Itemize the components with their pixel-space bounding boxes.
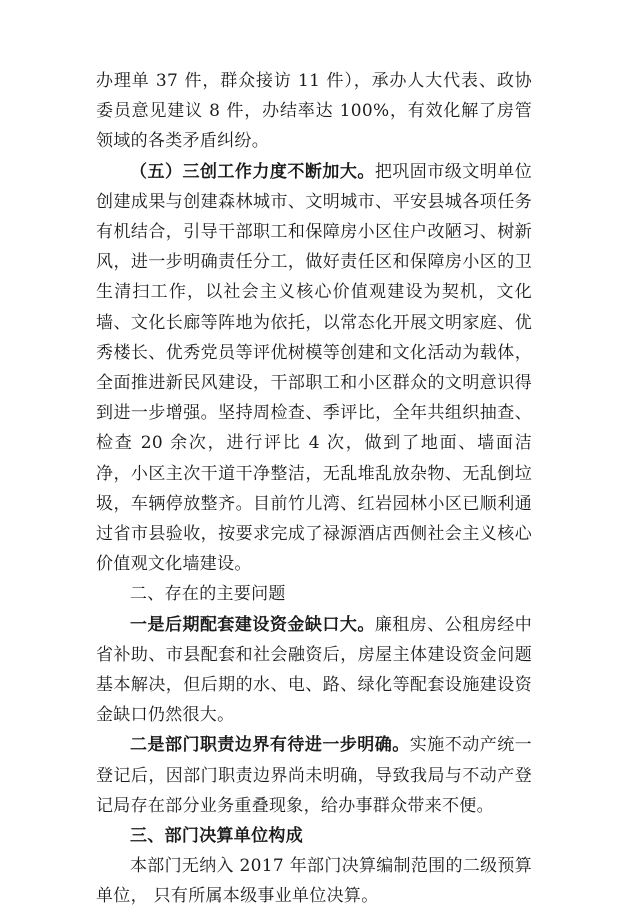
paragraph-lead-heading: 二是部门职责边界有待进一步明确。: [130, 735, 410, 756]
paragraph-unit-composition: [96, 851, 532, 911]
document-body: [96, 66, 532, 912]
paragraph-funding-gap: [96, 610, 532, 731]
paragraph-responsibility-boundary: [96, 730, 532, 821]
paragraph-lead-heading: （五）三创工作力度不断加大。: [130, 161, 375, 182]
paragraph-text: 廉租房、公租房经中省补助、市县配套和社会融资后，房屋主体建设资金问题基本解决，但后期的水、电、路、绿化等配套设施建设资金缺口仍然很大。: [96, 614, 533, 726]
paragraph-text: 本部门无纳入 2017 年部门决算编制范围的二级预算单位， 只有所属本级事业单位决算。: [96, 856, 532, 907]
section-heading-main-problems: 二、存在的主要问题: [130, 584, 286, 605]
paragraph-text: 把巩固市级文明单位创建成果与创建森林城市、文明城市、平安县城各项任务有机结合，引导干部职工和保障房小区住户改陋习、树新风，进一步明确责任分工，做好责任区和保障房小区的卫生清扫工作，以社会主义核心价值观建设为契机，文化墙、文化长廊等阵地为依托，以常态化开展文明家庭、优秀楼长、优秀党员等评优树模等创建和文化活动为载体，全面推进新民风建设，干部职工和小区群众的文明意识得到进一步增强。坚持周检查、季评比，全年共组织抽查、检查 20 余次，进行评比 4 次，做到了地面、墙面洁净，小区主次干道干净整洁，无乱堆乱放杂物、无乱倒垃圾，车辆停放整齐。目前竹儿湾、红岩园林小区已顺利通过省市县验收，按要求完成了禄源酒店西侧社会主义核心价值观文化墙建设。: [96, 161, 533, 575]
section-heading-unit-composition: 三、部门决算单位构成: [130, 826, 303, 847]
paragraph-complaints-summary: [96, 66, 532, 157]
paragraph-three-creations: [96, 157, 532, 580]
paragraph-lead-heading: 一是后期配套建设资金缺口大。: [130, 614, 375, 635]
paragraph-text: 实施不动产统一登记后，因部门职责边界尚未明确，导致我局与不动产登记局存在部分业务重叠现象，给办事群众带来不便。: [96, 735, 532, 816]
paragraph-text: 办理单 37 件，群众接访 11 件），承办人大代表、政协委员意见建议 8 件，办结率达 100%，有效化解了房管领域的各类矛盾纠纷。: [96, 71, 532, 152]
